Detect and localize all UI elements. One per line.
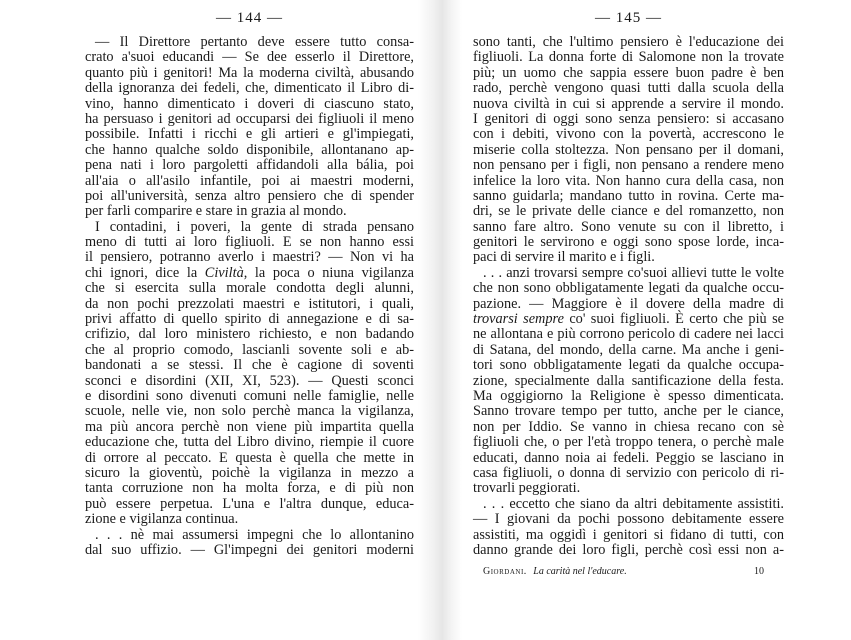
- text-line: I contadini, i poveri, la gente di strada pensano: [95, 218, 414, 235]
- text-line: poi all'università, senza altro pensiero che di spender: [85, 187, 414, 204]
- page-number: — 144 —: [216, 10, 283, 26]
- text-line: dri, se le private delle ciance e del romanzetto, non: [473, 203, 784, 220]
- text-line: dal suo uffizio. — Gl'impegni dei genitori moderni: [85, 541, 414, 558]
- text-line: della ignoranza dei fedeli, che, dimenticato il Libro di-: [85, 80, 414, 97]
- text-line: di Satana, del mondo, della carne. Ma anche i geni-: [473, 341, 784, 358]
- signature-mark: 10: [754, 566, 764, 577]
- footer-title: La carità nel l'educare.: [533, 566, 627, 577]
- text-line: [85, 266, 414, 281]
- text-line: crato a'suoi educandi — Se dee esserlo il Direttore,: [85, 49, 414, 66]
- text-line: crifizio, dal loro ministero richiesto, e non badando: [85, 326, 414, 343]
- text-line: possibile. Infatti i ricchi e gli artieri e gl'impiegati,: [85, 126, 414, 143]
- italic-text: Civiltà: [204, 264, 244, 281]
- text-line: scuole, nelle vie, non solo perchè manca la vigilanza,: [85, 403, 414, 420]
- text-line: Ma oggigiorno la Religione è spesso dimenticata.: [473, 387, 784, 404]
- text-line: rado, perchè vengono quasi tutti dalla scuola della: [473, 80, 784, 97]
- text-line: I genitori di oggi sono senza pensiero: si accasano: [473, 110, 784, 127]
- text-line: . . . nè mai assumersi impegni che lo allontanino: [95, 526, 414, 543]
- text-segment: co' suoi figliuoli. È certo che più se: [563, 311, 784, 328]
- text-line: ha persuaso i genitori ad occuparsi dei figliuoli il meno: [85, 110, 414, 127]
- text-line: sanno fare altro. Sono venute su con il libretto, i: [473, 218, 784, 235]
- page-text: [85, 35, 414, 558]
- text-line: ne allontana e più corrono pericolo di cadere nei lacci: [473, 326, 784, 343]
- text-line: pena nati i loro pargoletti affidandoli alla bália, poi: [85, 157, 414, 174]
- text-line: educati, danno noia ai fedeli. Peggio se lasciano in: [473, 449, 784, 466]
- text-segment: chi ignori, dice la: [85, 264, 205, 281]
- text-line: figliuoli che, o per l'età troppo tenera, o perchè male: [473, 434, 784, 451]
- text-line: Sanno trovare tempo per tutto, anche per le ciance,: [473, 403, 784, 420]
- text-line: sconci e disordini (XII, XI, 523). — Questi sconci: [85, 372, 414, 389]
- text-line: zione e vigilanza continua.: [85, 511, 239, 528]
- page-text: [473, 35, 784, 558]
- footer-author: Giordani.: [483, 566, 527, 577]
- text-line: e disordini sono divenuti comuni nelle famiglie, nelle: [85, 387, 414, 404]
- text-line: all'aia o all'asilo infantile, poi ai maestri moderni,: [85, 172, 414, 189]
- text-line: che al proprio comodo, lascianli sovente soli e ab-: [85, 341, 414, 358]
- text-line: sanno guidarla; mandano tutto in rovina. Certe ma-: [473, 187, 784, 204]
- text-line: può essere perpetua. L'una e l'altra dunque, educa-: [85, 495, 414, 512]
- text-line: che non sono obbligatamente legati da qualche occu-: [473, 280, 784, 297]
- text-line: che si esercita sulla morale condotta degli alunni,: [85, 280, 414, 297]
- text-line: figliuoli. La donna forte di Salomone non la trovate: [473, 49, 784, 66]
- text-line: privi affatto di quello spirito di annegazione e di sa-: [85, 311, 414, 328]
- text-line: tori sono obbligatamente legati da qualche occupa-: [473, 357, 784, 374]
- text-line: meno di tutti ai loro figliuoli. E se non hanno essi: [85, 234, 414, 251]
- text-line: da non pochi prezzolati maestri e istitutori, i quali,: [85, 295, 414, 312]
- text-line: pazione. — Maggiore è il dovere della madre di: [473, 295, 784, 312]
- text-line: vino, hanno dimenticato i doveri di ciascuno stato,: [85, 95, 414, 112]
- text-line: più; un uomo che sappia essere buon padre è ben: [473, 64, 784, 81]
- text-line: . . . anzi trovarsi sempre co'suoi allievi tutte le volte: [483, 264, 784, 281]
- text-line: danno grande dei loro figli, perchè così essi non a-: [473, 541, 784, 558]
- text-line: ma più ancora perchè non viene più impartita quella: [85, 418, 414, 435]
- text-line: sicuro la gioventù, poichè la vigilanza in mezzo a: [85, 464, 414, 481]
- book-gutter: [418, 0, 462, 640]
- text-line: di orrore al peccato. E questa è quella che mette in: [85, 449, 414, 466]
- text-line: tanta corruzione non ha molta forza, e di più non: [85, 480, 414, 497]
- text-line: assistiti, ma oggidì i genitori si fidano di tutti, con: [473, 526, 784, 543]
- text-line: quanto più i genitori! Ma la moderna civiltà, abusando: [85, 64, 414, 81]
- text-line: casa figliuoli, o donna di servizio con pericolo di ri-: [473, 464, 784, 481]
- page-number: — 145 —: [595, 10, 662, 26]
- text-line: non per Iddio. Se vanno in chiesa recano con sè: [473, 418, 784, 435]
- text-line: paci di servire il marito e i figli.: [473, 249, 655, 266]
- italic-text: trovarsi sempre: [473, 311, 564, 328]
- text-line: [473, 312, 784, 327]
- text-line: per farli comparire e stare in grazia al mondo.: [85, 203, 347, 220]
- text-line: sono tanti, che l'ultimo pensiero è l'educazione dei: [473, 34, 784, 50]
- text-segment: , la poca o niuna vigilanza: [243, 264, 414, 281]
- text-line: — Il Direttore pertanto deve essere tutto consa-: [95, 34, 414, 50]
- text-line: bandonati a se stessi. Il che è cagione di soventi: [85, 357, 414, 374]
- text-line: che hanno qualche soldo disponibile, allontanano ap-: [85, 141, 414, 158]
- text-line: zione, specialmente dalla santificazione della festa.: [473, 372, 784, 389]
- text-line: — I giovani da pochi possono debitamente essere: [473, 511, 784, 528]
- text-line: trovarli peggiorati.: [473, 480, 581, 497]
- text-line: miserie colla stoltezza. Non pensano per il domani,: [473, 141, 784, 158]
- text-line: con i debiti, vivono con la povertà, accrescono le: [473, 126, 784, 143]
- text-line: . . . eccetto che siano da altri debitamente assistiti.: [483, 495, 784, 512]
- page-footer: [473, 566, 784, 577]
- text-line: non pensano per i figli, non pensano a rendere meno: [473, 157, 784, 174]
- text-line: genitori le servirono e oggi sono spose lorde, inca-: [473, 234, 784, 251]
- text-line: il pensiero, potranno averlo i maestri? — Non vi ha: [85, 249, 414, 266]
- text-line: nuova civiltà in cui si apprende a servire il mondo.: [473, 95, 784, 112]
- text-line: infelice la loro vita. Non hanno cura della casa, non: [473, 172, 784, 189]
- text-line: educazione che, tutta del Libro divino, riempie il cuore: [85, 434, 414, 451]
